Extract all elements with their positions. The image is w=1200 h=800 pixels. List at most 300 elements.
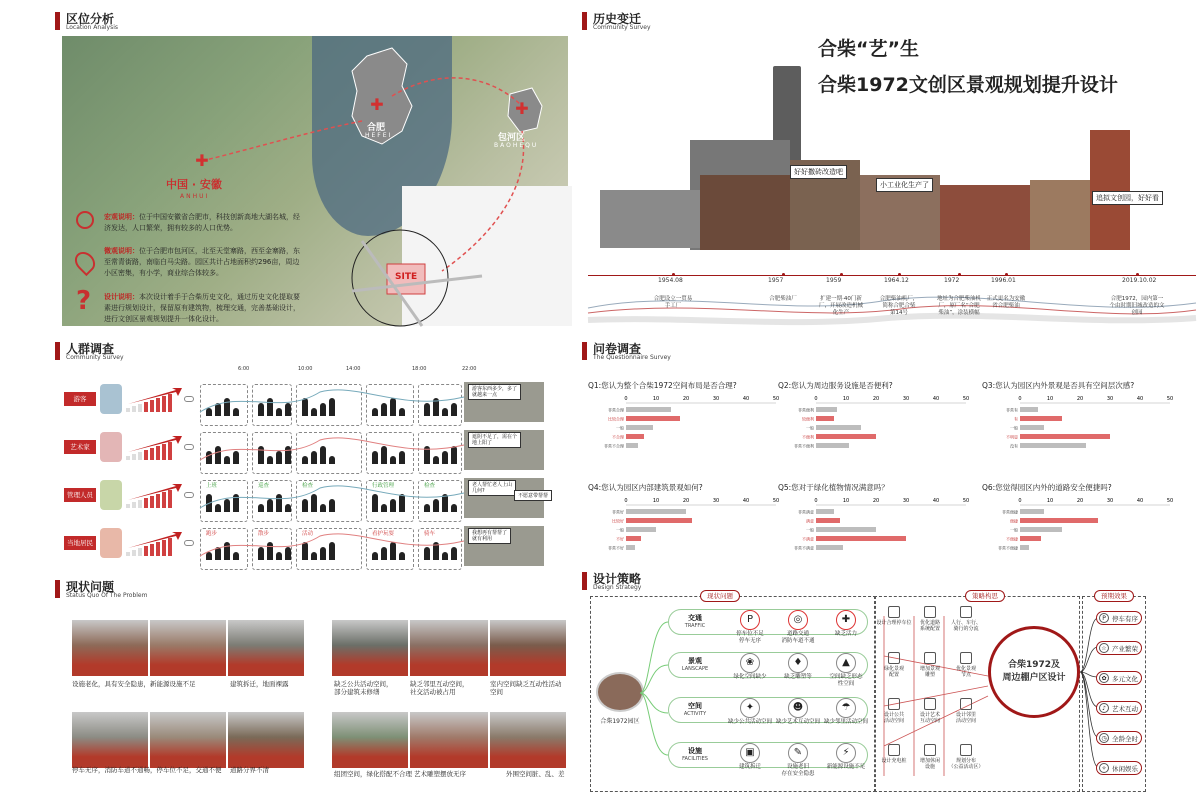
- poster-title-main: 合柴“艺”生: [818, 38, 919, 60]
- speed-gauge-icon: [184, 444, 194, 450]
- axis-tick-label: 40: [742, 396, 750, 402]
- problem-icon-label: 缺少公共活动空间: [728, 719, 773, 725]
- problem-caption: 室内空间缺乏互动性活动 空间: [490, 680, 562, 696]
- person-icon: [100, 432, 122, 462]
- axis-tick-label: 20: [682, 396, 690, 402]
- activity-label: 看护玩耍: [372, 531, 395, 537]
- hefei-label: 合肥: [367, 123, 386, 133]
- tree-connector: [640, 610, 670, 770]
- timeline-year: 1954.08: [658, 277, 683, 284]
- timeline-caption: 扩建一期·40门新 厂，开展改造机械 化生产: [818, 296, 863, 316]
- activity-label: 散步: [258, 531, 270, 537]
- bar: [816, 416, 834, 421]
- speed-gauge-icon: [184, 492, 194, 498]
- idea-label: 设计艺术 互动空间: [919, 712, 940, 724]
- idea-icon: [924, 606, 936, 618]
- problem-icon-label: 空间缺乏形态 性空间: [829, 674, 863, 687]
- problem-icon: ▲: [836, 653, 856, 673]
- idea-icon: [888, 606, 900, 618]
- crowd-tag: 艺术家: [64, 440, 96, 454]
- activity-label: 检查: [302, 483, 314, 489]
- timeline-caption: 地址为合肥柴油机 厂，原厂名“合肥 柴油”，涂装横幅: [936, 296, 981, 316]
- problem-caption: 缺乏邻里互动空间， 社交活动被占用: [410, 680, 469, 696]
- row-title: 交通: [688, 614, 702, 622]
- site-photo-caption: 合柴1972园区: [600, 718, 640, 725]
- row-title: 空间: [688, 702, 702, 710]
- effect-item: [1096, 701, 1142, 715]
- idea-icon: [960, 698, 972, 710]
- row-subtitle: LANSCAPE: [681, 666, 709, 672]
- timeline-caption: 合肥设立一贸易 手工厂: [653, 296, 693, 309]
- category-label: 较便利: [802, 416, 814, 422]
- idea-icon: [960, 606, 972, 618]
- bar: [816, 443, 849, 448]
- category-label: 非常不便捷: [998, 545, 1018, 551]
- section-header-questionnaire: 问卷调查 The Questionnaire Survey: [582, 340, 742, 364]
- question-title: Q6:您觉得园区内外的道路安全便捷吗?: [982, 483, 1112, 492]
- bar: [816, 536, 906, 541]
- problem-icon: ❀: [740, 653, 760, 673]
- timeline-year: 1964.12: [884, 277, 909, 284]
- category-label: 非常好: [612, 509, 624, 515]
- axis-tick-label: 30: [1106, 498, 1114, 504]
- question-title: Q5:您对于绿化植物情况满意吗？: [778, 483, 889, 492]
- idea-label: 规划分布 （公益活动区）: [948, 758, 984, 770]
- question-chart: [588, 496, 778, 560]
- category-label: 非常满意: [798, 509, 814, 515]
- bar: [1020, 443, 1086, 448]
- history-bubble-3: 追拟文创园，好好看: [1092, 191, 1163, 205]
- trend-arrow-icon: [126, 530, 186, 556]
- problem-photo: [228, 712, 304, 768]
- hefei-marker-icon: ✚: [370, 95, 384, 114]
- bar: [626, 416, 680, 421]
- problem-photo: [72, 620, 148, 676]
- problem-icon: ✦: [740, 698, 760, 718]
- map-overlay: [62, 36, 568, 326]
- speed-gauge-icon: [184, 396, 194, 402]
- crowd-quote: 游客东西多少，多了 就越来一点: [468, 384, 521, 400]
- axis-tick-label: 10: [1046, 396, 1054, 402]
- effect-item: [1096, 731, 1142, 745]
- problem-photo: [410, 620, 488, 676]
- problem-caption: 停车无序，消防车道不通畅，停车位不足，交通不便: [72, 766, 222, 774]
- anhui-label-en: ANHUI: [180, 193, 210, 200]
- axis-tick-label: 50: [1166, 498, 1174, 504]
- category-label: 非常不好: [608, 545, 624, 551]
- idea-label: 增加景观 雕塑: [919, 666, 940, 678]
- bar: [1020, 416, 1062, 421]
- row-subtitle: TRAFFIC: [684, 623, 706, 629]
- axis-tick-label: 30: [902, 396, 910, 402]
- effect-icon: ✧: [1099, 763, 1109, 773]
- category-label: 非常不满意: [794, 545, 814, 551]
- idea-label: 设计公共 活动空间: [883, 712, 904, 724]
- bar: [1020, 509, 1044, 514]
- problem-icon-label: 道路交通 消防车道不通: [781, 631, 815, 644]
- axis-tick-label: 30: [712, 498, 720, 504]
- problem-icon-label: 缺少艺术互动空间: [776, 719, 821, 725]
- crowd-tag: 当地居民: [64, 536, 96, 550]
- timeline-year: 2019.10.02: [1122, 277, 1157, 284]
- bar: [816, 545, 843, 550]
- effect-item: [1096, 641, 1142, 655]
- bar: [816, 434, 876, 439]
- problem-icon: ✚: [836, 610, 856, 630]
- idea-icon: [924, 652, 936, 664]
- problem-icon-label: 停车位不足 停车无序: [736, 631, 764, 644]
- category-label: 便捷: [1010, 518, 1018, 524]
- bar: [626, 527, 656, 532]
- problem-caption: 艺术雕塑摆放无序: [414, 770, 466, 778]
- axis-tick-label: 0: [624, 498, 628, 504]
- problem-icon-label: 绿化空间缺少: [733, 674, 767, 680]
- problem-photo: [410, 712, 488, 768]
- activity-label: 骑车: [424, 531, 436, 537]
- trend-arrow-icon: [126, 434, 186, 460]
- section-header-strategy: 设计策略 Design Strategy: [582, 570, 742, 594]
- problem-caption: 建筑拆迁，地面裸露: [230, 680, 289, 688]
- history-bubble-2: 小工业化生产了: [876, 178, 933, 192]
- bar: [816, 527, 876, 532]
- idea-label: 绿化景观 配置: [883, 666, 904, 678]
- time-label: 6:00: [238, 366, 250, 372]
- label-ideas: 策略构思: [965, 590, 1005, 602]
- effect-icon: P: [1099, 613, 1109, 623]
- center-circle: [988, 626, 1080, 718]
- timeline-dot: [958, 273, 961, 276]
- trend-arrow-icon: [126, 482, 186, 508]
- center-title: 合柴1972及 周边棚户区设计: [1002, 660, 1066, 683]
- question-title: Q1:您认为整个合柴1972空间布局是否合理?: [588, 381, 737, 390]
- axis-tick-label: 0: [1018, 498, 1022, 504]
- problem-icon: ☻: [788, 698, 808, 718]
- problem-icon-label: 建筑拆迁: [738, 764, 761, 770]
- problem-caption: 外围空间脏、乱、差: [506, 770, 565, 778]
- category-label: 不好: [616, 536, 624, 542]
- activity-curve: [200, 382, 464, 422]
- idea-label: 设计充电桩: [881, 758, 907, 764]
- time-label: 18:00: [412, 366, 427, 372]
- activity-label: 活动: [302, 531, 314, 537]
- problem-caption: 缺乏公共活动空间， 部分建筑未修缮: [334, 680, 393, 696]
- axis-tick-label: 20: [682, 498, 690, 504]
- axis-tick-label: 10: [652, 498, 660, 504]
- problem-icon: ✎: [788, 743, 808, 763]
- effect-label: 多元文化: [1112, 675, 1138, 683]
- bar: [626, 443, 638, 448]
- question-chart: [778, 496, 968, 560]
- route-line-2: [392, 78, 522, 106]
- category-label: 不合理: [612, 434, 624, 440]
- brick-building-right: [1090, 130, 1130, 250]
- idea-icon: [924, 698, 936, 710]
- axis-tick-label: 20: [872, 498, 880, 504]
- axis-tick-label: 50: [772, 396, 780, 402]
- problem-caption: 设施老化，具有安全隐患，新能源设施不足: [72, 680, 196, 688]
- time-label: 22:00: [462, 366, 477, 372]
- bar: [626, 518, 692, 523]
- timeline-dot: [898, 273, 901, 276]
- category-label: 比较合理: [608, 416, 624, 422]
- problem-caption: 组团空间，绿化搭配不合理: [334, 770, 412, 778]
- axis-tick-label: 50: [772, 498, 780, 504]
- timeline-year: 1996.01: [991, 277, 1016, 284]
- problem-caption: 道路分界不清: [230, 766, 269, 774]
- bar: [816, 407, 837, 412]
- axis-tick-label: 10: [652, 396, 660, 402]
- idea-label: 设计合理停车位: [876, 620, 912, 626]
- idea-icon: [960, 652, 972, 664]
- idea-icon: [888, 698, 900, 710]
- axis-tick-label: 40: [932, 396, 940, 402]
- poster-title-sub: 合柴1972文创区景观规划提升设计: [818, 74, 1118, 96]
- bar: [1020, 434, 1110, 439]
- problem-photo: [72, 712, 148, 768]
- problem-icon-label: 缺乏活力: [834, 631, 857, 637]
- activity-label: 检查: [424, 483, 436, 489]
- person-icon: [100, 384, 122, 414]
- trend-arrow-icon: [126, 386, 186, 412]
- timeline-dot: [1136, 273, 1139, 276]
- bar: [1020, 407, 1038, 412]
- bar: [1020, 527, 1062, 532]
- effect-label: 全龄全时: [1112, 735, 1138, 743]
- baohe-label: 包河区: [498, 133, 526, 143]
- category-label: 非常不合理: [604, 443, 624, 449]
- question-chart: [778, 394, 968, 458]
- bar: [626, 434, 644, 439]
- timeline-dot: [782, 273, 785, 276]
- bar: [626, 536, 641, 541]
- section-header-crowd: 人群调查 Community Survey: [55, 340, 215, 364]
- row-subtitle: FACILITIES: [682, 756, 708, 762]
- crowd-quote: 老人帮忙老人上山 几何?: [468, 480, 516, 496]
- problem-icon: ▣: [740, 743, 760, 763]
- category-label: 非常不便利: [794, 443, 814, 449]
- axis-tick-label: 0: [1018, 396, 1022, 402]
- category-label: 不明显: [1006, 434, 1018, 440]
- effect-icon: ♪: [1099, 703, 1109, 713]
- row-subtitle: ACTIVITY: [683, 711, 707, 717]
- idea-icon: [960, 744, 972, 756]
- effect-item: [1096, 671, 1142, 685]
- activity-curve: [200, 430, 464, 470]
- axis-tick-label: 50: [962, 498, 970, 504]
- timeline-dot: [840, 273, 843, 276]
- axis-tick-label: 40: [742, 498, 750, 504]
- axis-tick-label: 40: [1136, 498, 1144, 504]
- site-label: SITE: [395, 272, 418, 282]
- category-label: 不满意: [802, 536, 814, 542]
- category-label: 一般: [806, 527, 814, 533]
- idea-label: 优化道路 系统配置: [919, 620, 940, 632]
- design-description: 设计说明：本次设计着手于合柴历史文化，通过历史文化提取要素进行规划设计，保留原有建筑物，梳理交通，完善基础设计，进行文创区景观规划提升一体化设计。: [104, 293, 300, 323]
- old-crowd-photo: [600, 190, 700, 248]
- effect-item: [1096, 611, 1142, 625]
- history-bubble-1: 好好撒砖改造吧: [790, 165, 847, 179]
- section-header-problems: 现状问题 Status Quo Of The Problem: [55, 578, 215, 602]
- category-label: 一般: [806, 425, 814, 431]
- effect-icon: ☆: [1099, 643, 1109, 653]
- activity-label: 巡查: [258, 483, 270, 489]
- effect-icon: ◷: [1099, 733, 1109, 743]
- question-title: Q3:您认为园区内外景观是否具有空间层次感?: [982, 381, 1135, 390]
- activity-label: 上班: [206, 483, 218, 489]
- effect-icon: ✿: [1099, 673, 1109, 683]
- axis-tick-label: 0: [814, 396, 818, 402]
- axis-tick-label: 0: [814, 498, 818, 504]
- idea-icon: [888, 744, 900, 756]
- effect-label: 艺术互动: [1112, 705, 1138, 713]
- activity-label: 跑步: [206, 531, 218, 537]
- timeline-caption: 合肥1972，园内第一 个由时期旧城改造的文 创园: [1109, 296, 1165, 316]
- category-label: 不便捷: [1006, 536, 1018, 542]
- timeline-caption: 正式更名为安徽 省合肥柴油: [986, 296, 1026, 309]
- speed-gauge-icon: [184, 540, 194, 546]
- category-label: 比较好: [612, 518, 624, 524]
- label-problems: 现状问题: [700, 590, 740, 602]
- idea-icon: [924, 744, 936, 756]
- problem-icon: ◎: [788, 610, 808, 630]
- site-photo: [596, 672, 644, 712]
- location-map: [62, 36, 568, 326]
- problem-icon-label: 设施老旧 存在安全隐患: [781, 764, 815, 777]
- axis-tick-label: 30: [902, 498, 910, 504]
- idea-label: 优化景观 节点: [955, 666, 976, 678]
- baohe-marker-icon: ✚: [515, 99, 529, 118]
- axis-tick-label: 10: [1046, 498, 1054, 504]
- section-header-history: 历史变迁 Community Survey: [582, 10, 742, 34]
- idea-label: 设计邻里 活动空间: [955, 712, 976, 724]
- question-chart: [982, 496, 1172, 560]
- axis-tick-label: 40: [932, 498, 940, 504]
- time-label: 10:00: [298, 366, 313, 372]
- axis-tick-label: 20: [1076, 396, 1084, 402]
- modern-visitors: [1030, 180, 1090, 250]
- problem-photo: [228, 620, 304, 676]
- question-mark-icon: ?: [76, 286, 92, 316]
- question-title: Q4:您认为园区内部建筑景观如何?: [588, 483, 703, 492]
- axis-tick-label: 20: [872, 396, 880, 402]
- problem-icon-label: 缺少邻里活动空间: [824, 719, 869, 725]
- timeline-year: 1957: [768, 277, 784, 284]
- timeline-dot: [1005, 273, 1008, 276]
- bar: [626, 509, 686, 514]
- row-title: 景观: [688, 657, 702, 665]
- bar: [1020, 545, 1029, 550]
- crowd-quote: 我想再有帮帮了 就有利用: [468, 528, 511, 544]
- axis-tick-label: 20: [1076, 498, 1084, 504]
- bar: [1020, 536, 1041, 541]
- bar: [1020, 425, 1044, 430]
- route-line-1: [202, 121, 362, 161]
- problem-photo: [150, 620, 226, 676]
- bar: [626, 545, 635, 550]
- category-label: 不便利: [802, 434, 814, 440]
- idea-label: 人行、车行、 骑行的分流: [950, 620, 981, 632]
- section-header-location: 区位分析 Location Analysis: [55, 10, 215, 34]
- category-label: 一般: [1010, 425, 1018, 431]
- timeline-dot: [672, 273, 675, 276]
- globe-icon: [76, 211, 94, 229]
- route-line-3: [442, 131, 524, 271]
- anhui-marker-icon: ✚: [195, 151, 209, 170]
- category-label: 非常便捷: [1002, 509, 1018, 515]
- problem-photo: [490, 620, 566, 676]
- crowd-quote: 遮阴不足了，需在个 地上阳了: [468, 432, 521, 448]
- question-title: Q2:您认为周边服务设施是否便利?: [778, 381, 893, 390]
- label-effects: 预期效果: [1094, 590, 1134, 602]
- axis-tick-label: 10: [842, 396, 850, 402]
- axis-tick-label: 40: [1136, 396, 1144, 402]
- bar: [816, 425, 861, 430]
- category-label: 非常便利: [798, 407, 814, 413]
- problem-icon: P: [740, 610, 760, 630]
- category-label: 一般: [616, 425, 624, 431]
- timeline-caption: 合肥柴油厂: [769, 296, 797, 302]
- problem-photo: [332, 712, 408, 768]
- problem-icon: ⚡: [836, 743, 856, 763]
- macro-description: 宏观说明：位于中国安徽省合肥市，科技创新高地大湖名城，经济发达，人口繁荣，拥有较多的人口优势。: [104, 213, 300, 232]
- effect-item: [1096, 761, 1142, 775]
- axis-tick-label: 30: [712, 396, 720, 402]
- micro-description: 微观说明：位于合肥市包河区，北至天堂寨路，西至金寨路，东至常青街路，南临白马尖路。园区共计占地面积约296亩，周边小区密集，有小学，商业综合体较多。: [104, 247, 300, 277]
- factory-sign-wall: [700, 175, 790, 250]
- history-timeline: [588, 275, 1196, 276]
- effect-label: 产业繁荣: [1112, 645, 1138, 653]
- bar: [816, 509, 834, 514]
- baohe-label-en: BAOHEQU: [494, 142, 539, 149]
- axis-tick-label: 50: [1166, 396, 1174, 402]
- idea-icon: [888, 652, 900, 664]
- problem-photo: [332, 620, 408, 676]
- effect-label: 停车有序: [1112, 615, 1138, 623]
- bar: [626, 425, 653, 430]
- problem-icon: ♦: [788, 653, 808, 673]
- category-label: 有: [1014, 416, 1018, 422]
- category-label: 没有: [1010, 443, 1018, 449]
- person-icon: [100, 480, 122, 510]
- person-icon: [100, 528, 122, 558]
- axis-tick-label: 50: [962, 396, 970, 402]
- problem-icon: ☂: [836, 698, 856, 718]
- anhui-label: 中国 · 安徽: [166, 178, 222, 191]
- activity-label: 行政管理: [372, 483, 395, 489]
- row-title: 设施: [688, 747, 702, 755]
- category-label: 非常有: [1006, 407, 1018, 413]
- bar: [816, 518, 840, 523]
- question-chart: [982, 394, 1172, 458]
- problem-photo: [490, 712, 566, 768]
- time-label: 14:00: [346, 366, 361, 372]
- axis-tick-label: 30: [1106, 396, 1114, 402]
- question-chart: [588, 394, 778, 458]
- effect-label: 休闲娱乐: [1112, 765, 1138, 773]
- idea-label: 增加休闲 设施: [919, 758, 940, 770]
- problem-photo: [150, 712, 226, 768]
- category-label: 一般: [616, 527, 624, 533]
- crowd-quote-2: 不愿意带帮帮: [514, 490, 552, 501]
- hefei-label-en: HEFEI: [365, 132, 393, 139]
- timeline-year: 1959: [826, 277, 842, 284]
- category-label: 一般: [1010, 527, 1018, 533]
- bar: [626, 407, 671, 412]
- crowd-tag: 游客: [64, 392, 96, 406]
- problem-icon-label: 新能源设施不足: [826, 764, 866, 770]
- category-label: 非常合理: [608, 407, 624, 413]
- category-label: 满意: [806, 518, 814, 524]
